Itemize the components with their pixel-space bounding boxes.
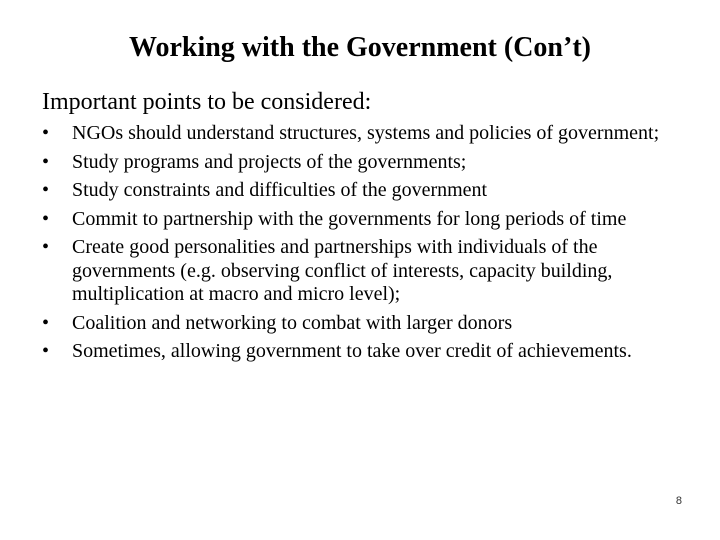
bullet-item [42,151,682,175]
bullet-text: Sometimes, allowing government to take over credit of achievements. [72,340,632,362]
bullet-text: Create good personalities and partnerships with individuals of the governments (e.g. observing conflict of interests, capacity building, multiplication at macro and micro level); [72,236,613,305]
bullet-text: Study programs and projects of the governments; [72,150,467,173]
bullet-item [42,312,682,336]
bullet-icon: • [42,150,50,173]
bullet-text: Coalition and networking to combat with larger donors [72,311,513,334]
bullet-item [42,122,682,146]
bullet-icon: • [42,311,50,334]
bullet-item [42,340,682,364]
bullet-icon: • [42,340,50,362]
bullet-item [42,208,682,232]
bullet-text: NGOs should understand structures, systems and policies of government; [72,122,660,144]
bullet-list [42,122,682,369]
slide-subtitle: Important points to be considered: [42,89,372,115]
bullet-icon: • [42,179,50,201]
page-number: 8 [675,495,682,507]
slide-title: Working with the Government (Con’t) [129,32,591,63]
bullet-item [42,179,682,203]
bullet-text: Commit to partnership with the governments for long periods of time [72,207,627,230]
bullet-icon: • [42,207,50,230]
bullet-icon: • [42,236,50,258]
bullet-icon: • [42,122,50,144]
bullet-text: Study constraints and difficulties of the government [72,179,488,201]
bullet-item [42,236,682,307]
